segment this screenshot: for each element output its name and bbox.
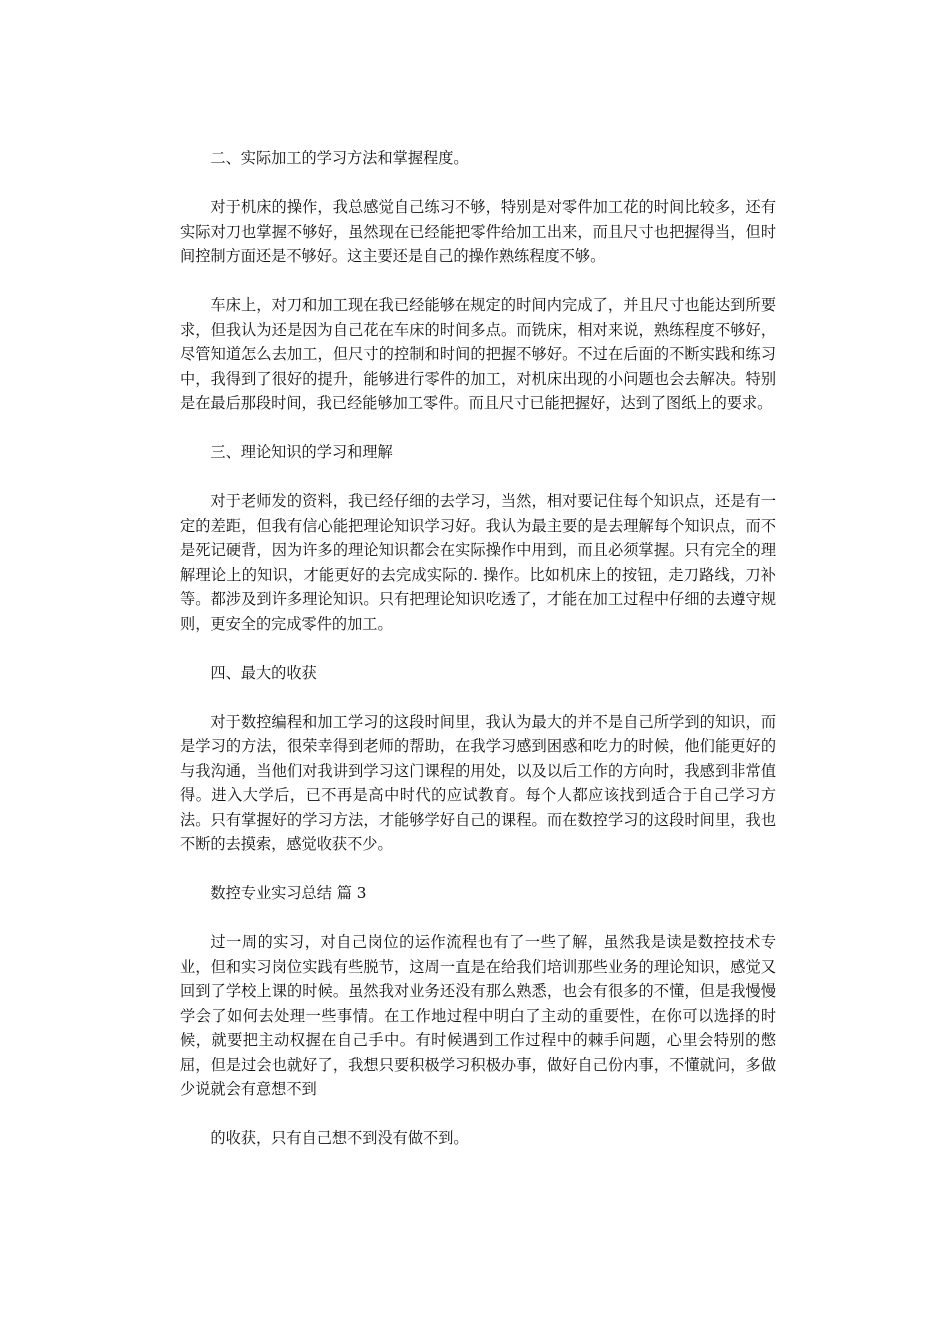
- section-heading-3: 三、理论知识的学习和理解: [210, 443, 393, 461]
- paragraph-theory-knowledge: 对于老师发的资料，我已经仔细的去学习，当然，相对要记住每个知识点，还是有一定的差距，但我有信心能把理论知识学习好。我认为最主要的是去理解每个知识点，而不是死记硬背，因为许多的理论知识都会在实际操作中用到，而且必须掌握。只有完全的理解理论上的知识，才能更好的去完成实际的. 操作。比如机床上的按钮，走刀路线，刀补等。都涉及到许多理论知识。只有把理论知识吃透了，才能在加工过程中仔细的去遵守规则，更安全的完成零件的加工。: [180, 492, 776, 633]
- document-body: [180, 146, 776, 1151]
- paragraph-gap: [180, 906, 776, 931]
- paragraph-gap: [180, 171, 776, 196]
- paragraph-gap: [180, 1102, 776, 1127]
- paragraph-closing: 的收获，只有自己想不到没有做不到。: [210, 1129, 469, 1147]
- section-heading-2: 二、实际加工的学习方法和掌握程度。: [210, 149, 469, 167]
- paragraph-gap: [180, 465, 776, 490]
- paragraph-internship-week: 过一周的实习，对自己岗位的运作流程也有了一些了解，虽然我是读是数控技术专业，但和实习岗位实践有些脱节，这周一直是在给我们培训那些业务的理论知识，感觉又回到了学校上课的时候。虽然我对业务还没有那么熟悉，也会有很多的不懂，但是我慢慢学会了如何去处理一些事情。在工作地过程中明白了主动的重要性，在你可以选择的时候，就要把主动权握在自己手中。有时候遇到工作过程中的棘手问题，心里会特别的憋屈，但是过会也就好了，我想只要积极学习积极办事，做好自己份内事，不懂就问，多做少说就会有意想不到: [180, 933, 776, 1098]
- paragraph-gap: [180, 685, 776, 710]
- paragraph-lathe-milling: 车床上，对刀和加工现在我已经能够在规定的时间内完成了，并且尺寸也能达到所要求，但我认为还是因为自己花在车床的时间多点。而铣床，相对来说，熟练程度不够好，尽管知道怎么去加工，但尺寸的控制和时间的把握不够好。不过在后面的不断实践和练习中，我得到了很好的提升，能够进行零件的加工，对机床出现的小问题也会去解决。特别是在最后那段时间，我已经能够加工零件。而且尺寸已能把握好，达到了图纸上的要求。: [180, 296, 776, 412]
- article-section-title: 数控专业实习总结 篇 3: [210, 884, 367, 902]
- paragraph-gap: [180, 269, 776, 294]
- paragraph-gap: [180, 416, 776, 441]
- paragraph-biggest-gain: 对于数控编程和加工学习的这段时间里，我认为最大的并不是自己所学到的知识，而是学习的方法，很荣幸得到老师的帮助，在我学习感到困惑和吃力的时候，他们能更好的与我沟通，当他们对我讲到学习这门课程的用处，以及以后工作的方向时，我感到非常值得。进入大学后，已不再是高中时代的应试教育。每个人都应该找到适合于自己学习方法。只有掌握好的学习方法，才能够学好自己的课程。而在数控学习的这段时间里，我也不断的去摸索，感觉收获不少。: [180, 712, 776, 853]
- paragraph-gap: [180, 636, 776, 661]
- paragraph-machine-operation: 对于机床的操作，我总感觉自己练习不够，特别是对零件加工花的时间比较多，还有实际对刀也掌握不够好，虽然现在已经能把零件给加工出来，而且尺寸也把握得当，但时间控制方面还是不够好。这主要还是自己的操作熟练程度不够。: [180, 198, 776, 265]
- section-heading-4: 四、最大的收获: [210, 663, 317, 682]
- paragraph-gap: [180, 857, 776, 882]
